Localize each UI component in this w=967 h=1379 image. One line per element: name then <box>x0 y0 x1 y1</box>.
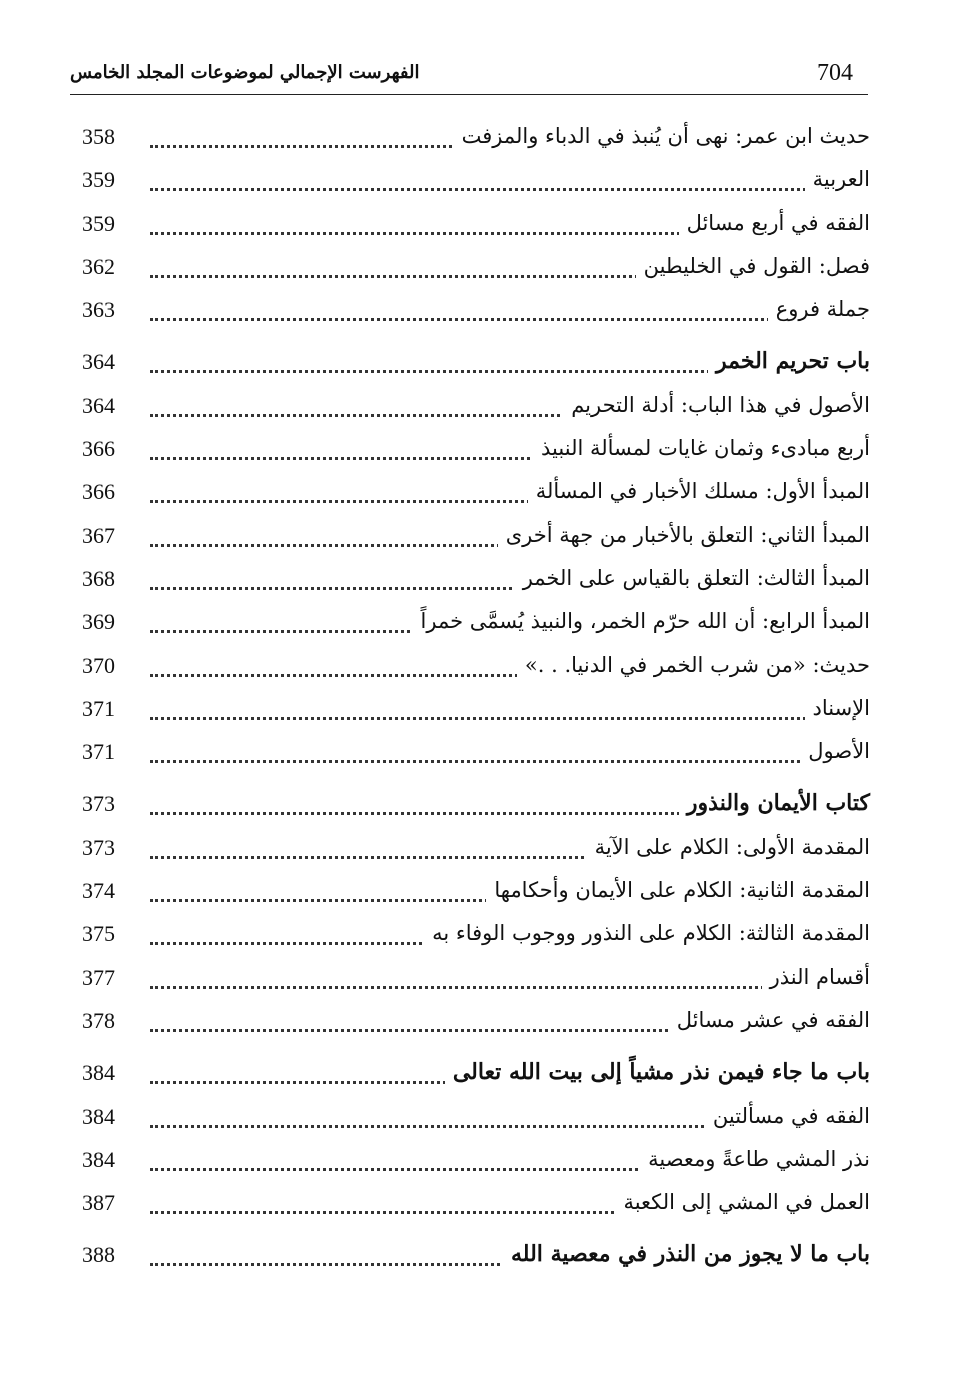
toc-page-number: 359 <box>82 210 115 236</box>
page-header <box>70 58 870 92</box>
toc-entry-title: المبدأ الأول: مسلك الأخبار في المسألة <box>528 473 870 509</box>
toc-entry <box>70 870 870 913</box>
toc-entry-title: كتاب الأيمان والنذور <box>679 785 870 821</box>
toc-section-heading <box>70 1234 870 1277</box>
toc-page-number: 369 <box>82 609 115 635</box>
toc-page-number: 359 <box>82 167 115 193</box>
header-rule <box>70 94 868 95</box>
toc-entry <box>70 645 870 688</box>
toc-entry-title: المقدمة الثانية: الكلام على الأيمان وأحكامها <box>486 872 870 908</box>
toc-entry <box>70 116 870 159</box>
toc-entry <box>70 385 870 428</box>
toc-page-number: 364 <box>82 349 115 375</box>
toc-entry-title: الفقه في عشر مسائل <box>669 1002 870 1038</box>
running-title: الفهرست الإجمالي لموضوعات المجلد الخامس <box>70 62 420 83</box>
page-number: 704 <box>817 60 853 86</box>
toc-entry <box>70 1000 870 1043</box>
toc-page-number: 384 <box>82 1103 115 1129</box>
dot-leader <box>150 717 854 720</box>
toc-page-number: 388 <box>82 1242 115 1268</box>
dot-leader <box>150 188 854 191</box>
toc-entry <box>70 601 870 644</box>
toc-entry-title: المقدمة الثالثة: الكلام على النذور ووجوب الوفاء به <box>424 915 870 951</box>
toc-entry-title: المبدأ الثاني: التعلق بالأخبار من جهة أخرى <box>498 517 870 553</box>
toc-entry-title: أربع مبادىء وثمان غايات لمسألة النبيذ <box>533 430 870 466</box>
toc-page-number: 370 <box>82 652 115 678</box>
toc-entry <box>70 1096 870 1139</box>
toc-entry-title: حديث: «من شرب الخمر في الدنيا. . .» <box>517 647 870 683</box>
toc-entry <box>70 1139 870 1182</box>
dot-leader <box>150 986 854 989</box>
toc-entry-title: أقسام النذر <box>762 959 870 995</box>
toc-entry-title: العمل في المشي إلى الكعبة <box>615 1184 870 1220</box>
toc-entry-title: العربية <box>805 161 870 197</box>
toc-entry-title: المبدأ الرابع: أن الله حرّم الخمر، والنبيذ يُسمَّى خمراً <box>413 603 870 639</box>
toc-page-number: 373 <box>82 834 115 860</box>
toc-page-number: 387 <box>82 1190 115 1216</box>
toc-entry-title: المبدأ الثالث: التعلق بالقياس على الخمر <box>515 560 870 596</box>
toc-entry <box>70 1182 870 1225</box>
toc-page-number: 375 <box>82 921 115 947</box>
toc-entry-title: جملة فروع <box>768 291 870 327</box>
toc-entry-title: باب تحريم الخمر <box>708 343 870 379</box>
toc-entry-title: نذر المشي طاعةً ومعصية <box>640 1141 870 1177</box>
toc-entry-title: حديث ابن عمر: نهى أن يُنبذ في الدباء والمزفت <box>454 118 870 154</box>
toc-entry-title: المقدمة الأولى: الكلام على الآية <box>587 829 870 865</box>
toc-entry <box>70 428 870 471</box>
toc-section-heading <box>70 341 870 384</box>
toc-entry-title: الأصول في هذا الباب: أدلة التحريم <box>563 387 870 423</box>
toc-page-number: 364 <box>82 392 115 418</box>
dot-leader <box>150 318 854 321</box>
toc-entry <box>70 515 870 558</box>
toc-page-number: 362 <box>82 253 115 279</box>
toc-entry-title: الفقه في أربع مسائل <box>679 205 870 241</box>
toc-entry-title: الفقه في مسألتين <box>705 1098 870 1134</box>
toc-page-number: 377 <box>82 964 115 990</box>
toc-page-number: 358 <box>82 124 115 149</box>
toc-entry-title: باب ما لا يجوز من النذر في معصية الله <box>503 1236 870 1272</box>
toc-page-number: 373 <box>82 791 115 817</box>
toc-entry <box>70 203 870 246</box>
toc-entry <box>70 471 870 514</box>
toc-section-heading <box>70 783 870 826</box>
toc-section-heading <box>70 1052 870 1095</box>
toc-entry <box>70 246 870 289</box>
toc-entry <box>70 159 870 202</box>
toc-page-number: 366 <box>82 479 115 505</box>
toc-entry <box>70 289 870 332</box>
toc-page-number: 371 <box>82 739 115 765</box>
toc-entry <box>70 913 870 956</box>
toc-entry-title: الأصول <box>800 733 870 769</box>
toc-page-number: 384 <box>82 1146 115 1172</box>
table-of-contents <box>70 116 870 1278</box>
toc-page-number: 368 <box>82 565 115 591</box>
toc-page-number: 363 <box>82 297 115 323</box>
toc-entry-title: الإسناد <box>805 690 871 726</box>
toc-page-number: 374 <box>82 878 115 904</box>
toc-entry <box>70 558 870 601</box>
toc-entry <box>70 827 870 870</box>
dot-leader <box>150 760 854 763</box>
toc-entry <box>70 957 870 1000</box>
toc-page-number: 384 <box>82 1060 115 1086</box>
toc-page-number: 371 <box>82 695 115 721</box>
toc-entry-title: فصل: القول في الخليطين <box>636 248 870 284</box>
toc-entry <box>70 731 870 774</box>
toc-page-number: 378 <box>82 1007 115 1033</box>
toc-page-number: 366 <box>82 436 115 462</box>
toc-entry <box>70 688 870 731</box>
toc-entry-title: باب ما جاء فيمن نذر مشياً إلى بيت الله تعالى <box>445 1054 870 1090</box>
toc-page-number: 367 <box>82 522 115 548</box>
